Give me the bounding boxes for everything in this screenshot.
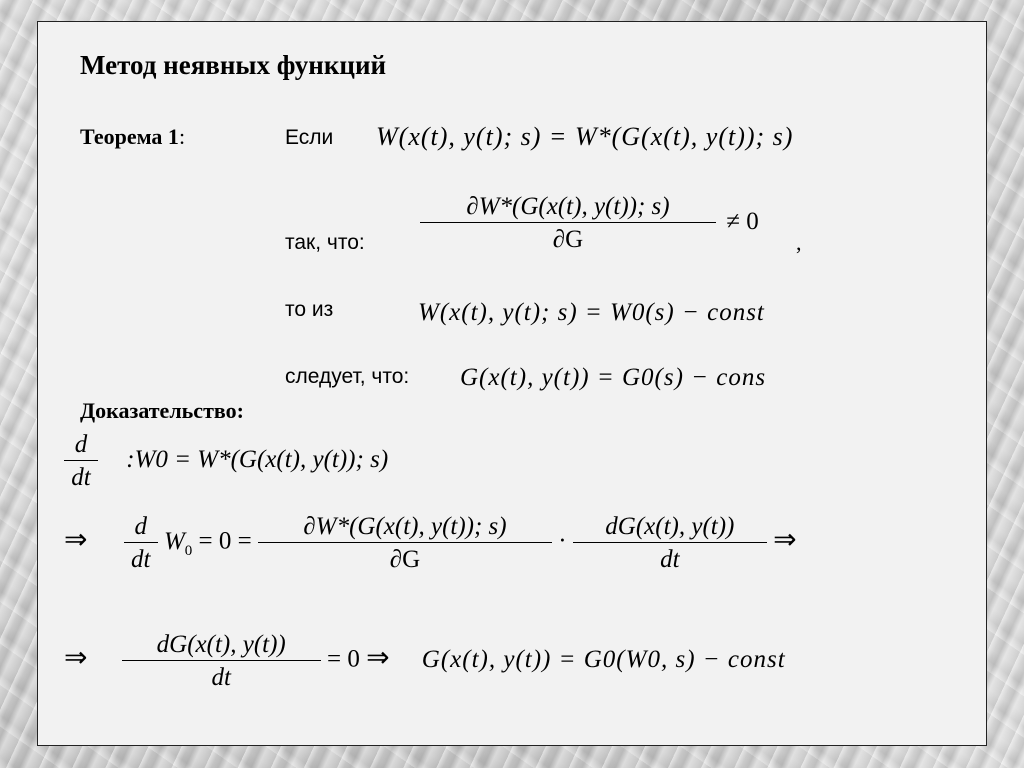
slide [37,21,987,746]
formula-proof-step2 [64,514,797,572]
formula-proof-step3 [64,632,786,690]
partial-fraction-2-denominator: ∂G [258,542,552,572]
partial-fraction [420,194,716,252]
theorem-label [80,124,185,150]
dt-denominator-3: dt [573,542,767,572]
d-dt-fraction-1 [64,432,98,490]
partial-fraction-2 [258,514,552,572]
dg-symbol-2: dG [156,631,188,658]
dg-symbol-1: dG [605,513,636,540]
dg-numerator-2: dG(x(t), y(t)) [156,631,286,658]
dt-denominator-1: dt [64,460,98,490]
if-label: Если [285,126,334,149]
formula-then [418,300,765,325]
such-that-label: так, что: [285,231,365,254]
formula-proof-step1 [64,432,388,490]
dg-dt-fraction-2 [122,632,321,690]
implies-arrow-2: ⇒ [773,524,797,556]
then-from-label: то из [285,298,334,321]
theorem-label-text: Теорема 1 [80,124,179,149]
formula-condition [376,124,793,150]
dg-dt-fraction-1 [573,514,767,572]
page-title: Метод неявных функций [80,50,387,80]
partial-fraction-denominator: ∂G [420,222,716,252]
implies-arrow-4: ⇒ [366,642,390,674]
formula-condition-text: W(x(t), y(t); s) = W*(G(x(t), y(t)); s) [376,122,794,151]
formula-follows-text: G(x(t), y(t)) = G0(s) − cons [460,364,767,391]
d-numerator-1: d [74,431,88,458]
d-numerator-2: d [134,513,147,540]
eq-zero: = 0 [198,527,232,555]
theorem-colon: : [178,124,186,149]
formula-proof-step1-text: :W0 = W*(G(x(t), y(t)); s) [126,445,389,473]
implies-arrow-1: ⇒ [64,524,88,556]
partial-fraction-numerator: ∂W*(G(x(t), y(t)); s) [466,193,670,220]
dt-denominator-4: dt [122,660,321,690]
eq-sign: = [237,527,259,555]
d-dt-fraction-2 [124,514,158,572]
formula-follows [460,365,766,390]
neq-zero: ≠ 0 [726,207,759,235]
dt-denominator-2: dt [124,542,158,572]
dg-numerator-1: dG(x(t), y(t)) [605,513,735,540]
comma: , [796,230,802,255]
formula-then-text: W(x(t), y(t); s) = W0(s) − const [418,299,765,326]
follows-label: следует, что: [285,365,410,388]
partial-fraction-2-numerator: ∂W*(G(x(t), y(t)); s) [303,513,507,540]
eq-zero-2: = 0 [326,645,360,673]
w0-symbol: $W_0$ [163,527,193,559]
proof-label: Доказательство: [80,398,244,423]
formula-final-text: G(x(t), y(t)) = G0(W0, s) − const [421,645,786,673]
dot-operator: · [558,527,567,555]
formula-derivative-condition [420,194,759,252]
implies-arrow-3: ⇒ [64,642,88,674]
